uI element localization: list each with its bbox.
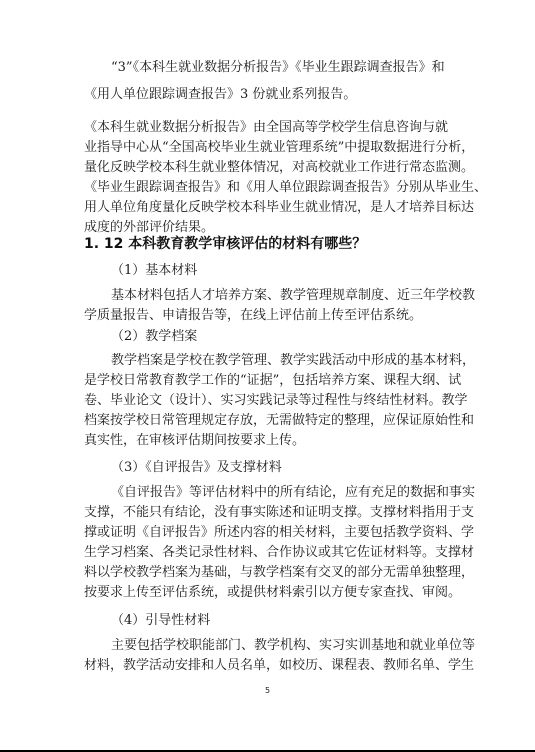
paragraph-line: 按要求上传至评估系统，或提供材料索引以方便专家查找、审阅。: [84, 585, 462, 600]
paragraph-line: 材料，教学活动安排和人员名单，如校历、课程表、教师名单、学生: [84, 658, 475, 673]
paragraph-line: 支撑，不能只有结论，没有事实陈述和证明支撑。支撑材料指用于支: [84, 505, 475, 520]
page-number: 5: [264, 686, 271, 695]
paragraph-line: 主要包括学校职能部门、教学机构、实习实训基地和就业单位等: [111, 638, 476, 653]
paragraph-line: 《自评报告》等评估材料中的所有结论，应有充足的数据和事实: [111, 485, 476, 500]
paragraph-line: 基本材料包括人才培养方案、教学管理规章制度、近三年学校教: [111, 288, 476, 303]
paragraph-line: 生学习档案、各类记录性材料、合作协议或其它佐证材料等。支撑材: [84, 545, 475, 560]
paragraph-line: 教学档案是学校在教学管理、教学实践活动中形成的基本材料，: [111, 353, 476, 368]
paragraph-line: 撑或证明《自评报告》所述内容的相关材料，主要包括教学资料、学: [84, 525, 475, 540]
subsection-title: （1）基本材料: [111, 263, 198, 278]
subsection-title: （2）教学档案: [111, 329, 198, 344]
paragraph-line: 《用人单位跟踪调查报告》3 份就业系列报告。: [84, 87, 357, 102]
paragraph-line: 是学校日常教育教学工作的“证据”，包括培养方案、课程大纲、试: [84, 373, 462, 388]
paragraph-line: “3”《本科生就业数据分析报告》《毕业生跟踪调查报告》和: [111, 60, 445, 75]
paragraph-line: 料以学校教学档案为基础，与教学档案有交叉的部分无需单独整理，: [84, 565, 475, 580]
paragraph-line: 真实性，在审核评估期间按要求上传。: [84, 433, 306, 448]
subsection-title: （3）《自评报告》及支撑材料: [111, 460, 282, 475]
paragraph-line: 成度的外部评价结果。: [84, 220, 215, 235]
paragraph-line: 量化反映学校本科生就业整体情况，对高校就业工作进行常态监测。: [84, 160, 475, 175]
paragraph-line: 用人单位角度量化反映学校本科毕业生就业情况，是人才培养目标达: [84, 200, 475, 215]
paragraph-line: 《毕业生跟踪调查报告》和《用人单位跟踪调查报告》分别从毕业生、: [84, 180, 488, 195]
subsection-title: （4）引导性材料: [111, 613, 211, 628]
paragraph-line: 业指导中心从“全国高校毕业生就业管理系统”中提取数据进行分析，: [84, 140, 475, 155]
paragraph-line: 档案按学校日常管理规定存放，无需做特定的整理，应保证原始性和: [84, 413, 475, 428]
paragraph-line: 学质量报告、申请报告等，在线上评估前上传至评估系统。: [84, 308, 423, 323]
paragraph-line: 《本科生就业数据分析报告》由全国高等学校学生信息咨询与就: [84, 120, 449, 135]
paragraph-line: 卷、毕业论文（设计）、实习实践记录等过程性与终结性材料。教学: [84, 393, 468, 408]
section-heading: 1. 12 本科教育教学审核评估的材料有哪些？: [84, 236, 367, 252]
